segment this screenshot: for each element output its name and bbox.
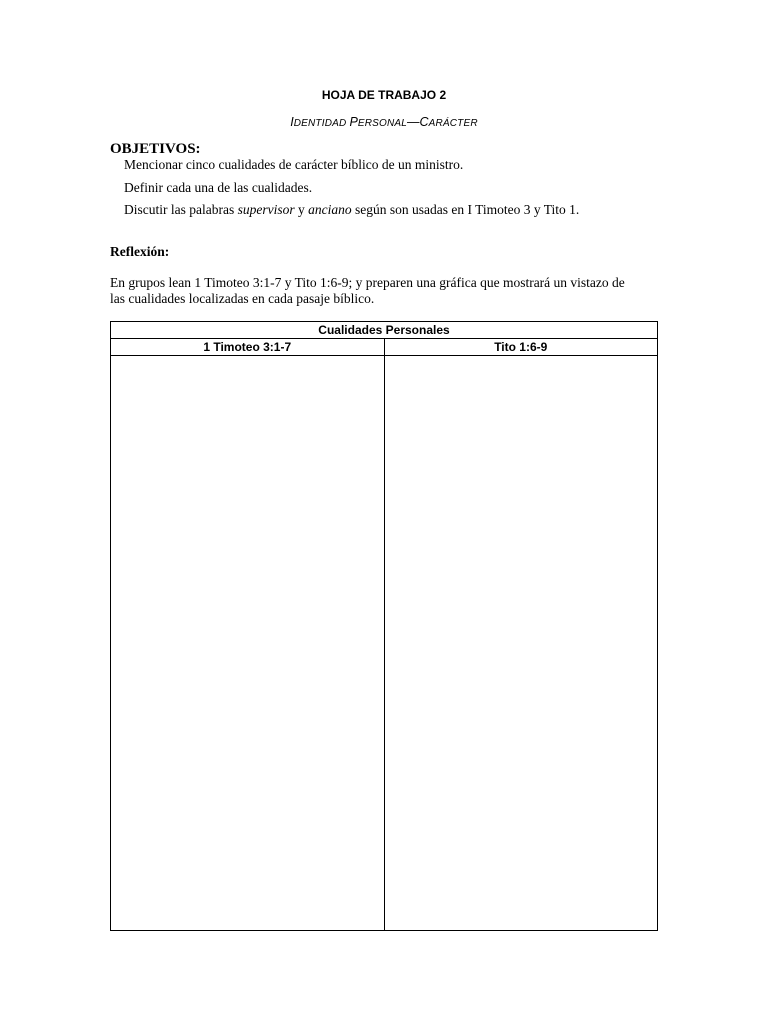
instruction-line: las cualidades localizadas en cada pasaje bíblico. <box>110 290 375 306</box>
subtitle-dash: — <box>407 115 420 129</box>
reflection-heading: Reflexión: <box>110 244 170 259</box>
worksheet-title: HOJA DE TRABAJO 2 <box>321 88 447 102</box>
column-header-tito: Tito 1:6-9 <box>384 339 658 356</box>
objective-item <box>124 202 579 218</box>
subtitle-rest-1: DENTIDAD <box>293 118 347 129</box>
objective-text: Discutir las palabras <box>124 202 238 217</box>
subtitle-initial-1: I <box>290 115 294 129</box>
objective-text: según son usadas en I Timoteo 3 y Tito 1. <box>351 202 580 217</box>
column-header-timoteo: 1 Timoteo 3:1-7 <box>111 339 385 356</box>
subtitle-rest-2: ERSONAL <box>357 118 408 129</box>
objective-term-supervisor: supervisor <box>237 202 295 217</box>
subtitle-rest-3: ARÁCTER <box>428 118 478 129</box>
table-caption: Cualidades Personales <box>111 322 658 339</box>
reflection-instruction <box>110 275 670 306</box>
subtitle-initial-3: C <box>419 115 429 129</box>
objectives-heading: OBJETIVOS: <box>110 141 201 157</box>
objective-item: Definir cada una de las cualidades. <box>124 180 313 195</box>
worksheet-subtitle <box>0 114 768 132</box>
instruction-line: En grupos lean 1 Timoteo 3:1-7 y Tito 1:6-9; y preparen una gráfica que mostrará un vistazo de <box>110 275 625 290</box>
table-cell-timoteo[interactable] <box>111 356 385 931</box>
table-cell-tito[interactable] <box>384 356 658 931</box>
subtitle-initial-2: P <box>349 115 358 129</box>
qualities-table <box>110 321 658 931</box>
objective-item: Mencionar cinco cualidades de carácter bíblico de un ministro. <box>124 157 464 172</box>
objective-term-anciano: anciano <box>308 202 352 217</box>
objective-text: y <box>294 202 309 217</box>
